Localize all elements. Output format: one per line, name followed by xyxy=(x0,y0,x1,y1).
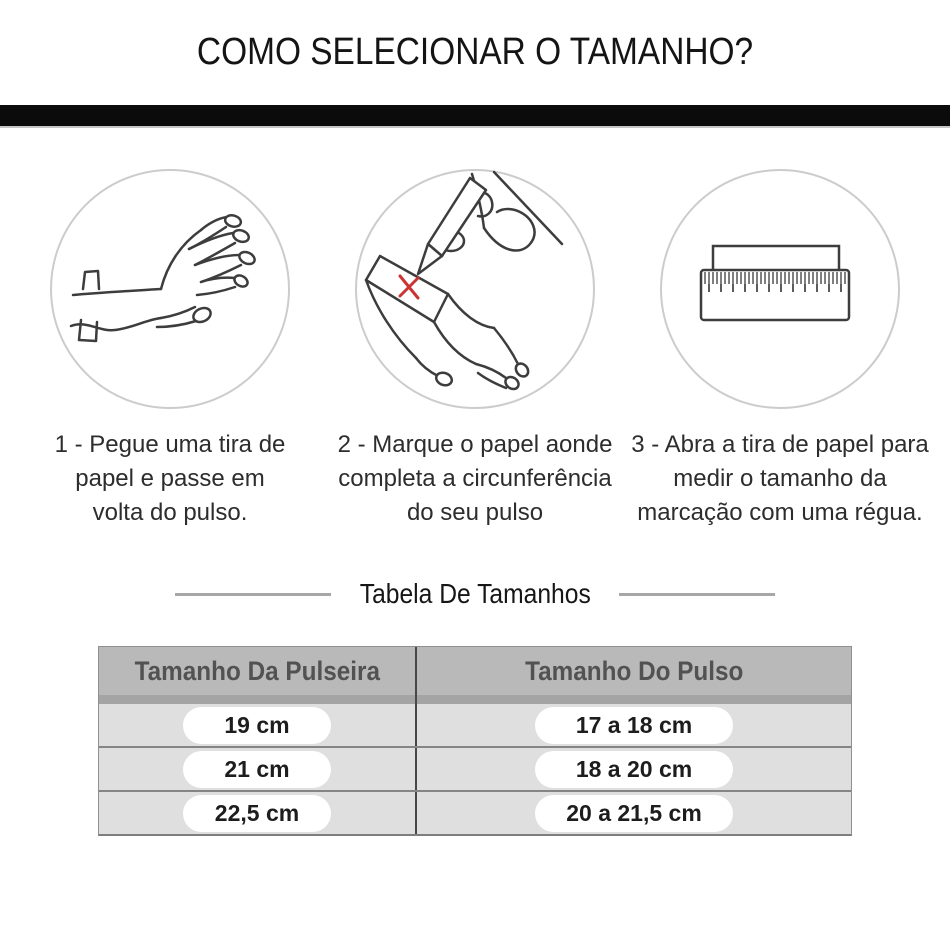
step-2-caption xyxy=(338,428,613,530)
ruler xyxy=(701,270,849,320)
cell-pulseira xyxy=(99,792,417,834)
heading-rule-left xyxy=(175,593,331,596)
caption-line: volta do pulso. xyxy=(92,499,248,526)
cell-pulso xyxy=(417,792,851,834)
caption-line: 1 - Pegue uma tira de xyxy=(54,431,286,458)
step-2 xyxy=(323,168,627,530)
table-heading xyxy=(0,578,950,610)
size-pill: 22,5 cm xyxy=(183,795,331,832)
size-table xyxy=(98,646,852,836)
cell-pulso xyxy=(417,748,851,790)
cell-pulseira xyxy=(99,704,417,746)
steps-row xyxy=(0,168,950,530)
step-1 xyxy=(18,168,322,530)
table-row xyxy=(99,704,851,746)
caption-line: do seu pulso xyxy=(406,499,544,526)
size-pill: 19 cm xyxy=(183,707,331,744)
table-row xyxy=(99,790,851,834)
size-pill: 20 a 21,5 cm xyxy=(535,795,733,832)
cell-pulso xyxy=(417,704,851,746)
column-header-pulseira xyxy=(99,647,417,695)
size-pill: 21 cm xyxy=(183,751,331,788)
column-header-pulso xyxy=(417,647,851,695)
pen-mark-wrist-icon xyxy=(354,168,596,410)
caption-line: marcação com uma régua. xyxy=(637,499,923,526)
size-pill: 18 a 20 cm xyxy=(535,751,733,788)
step-1-caption xyxy=(55,428,286,530)
caption-line: 2 - Marque o papel aonde xyxy=(337,431,613,458)
table-row xyxy=(99,746,851,790)
caption-line: 3 - Abra a tira de papel para xyxy=(631,431,929,458)
table-heading-text: Tabela De Tamanhos xyxy=(359,578,591,609)
page-title: COMO SELECIONAR O TAMANHO? xyxy=(196,31,754,73)
step-3-caption xyxy=(631,428,929,530)
column-header-label: Tamanho Do Pulso xyxy=(524,655,744,686)
heading-rule-right xyxy=(619,593,775,596)
caption-line: medir o tamanho da xyxy=(673,465,887,492)
caption-line: completa a circunferência xyxy=(338,465,612,492)
column-header-label: Tamanho Da Pulseira xyxy=(134,655,380,686)
caption-line: papel e passe em xyxy=(75,465,265,492)
cell-pulseira xyxy=(99,748,417,790)
title-bar xyxy=(0,0,950,105)
size-pill: 17 a 18 cm xyxy=(535,707,733,744)
step-3 xyxy=(628,168,932,530)
hand-paper-strip-icon xyxy=(49,168,291,410)
header-shadow-strip xyxy=(99,695,851,704)
ruler-measure-icon xyxy=(659,168,901,410)
divider-bar xyxy=(0,105,950,128)
table-header-row xyxy=(99,647,851,695)
